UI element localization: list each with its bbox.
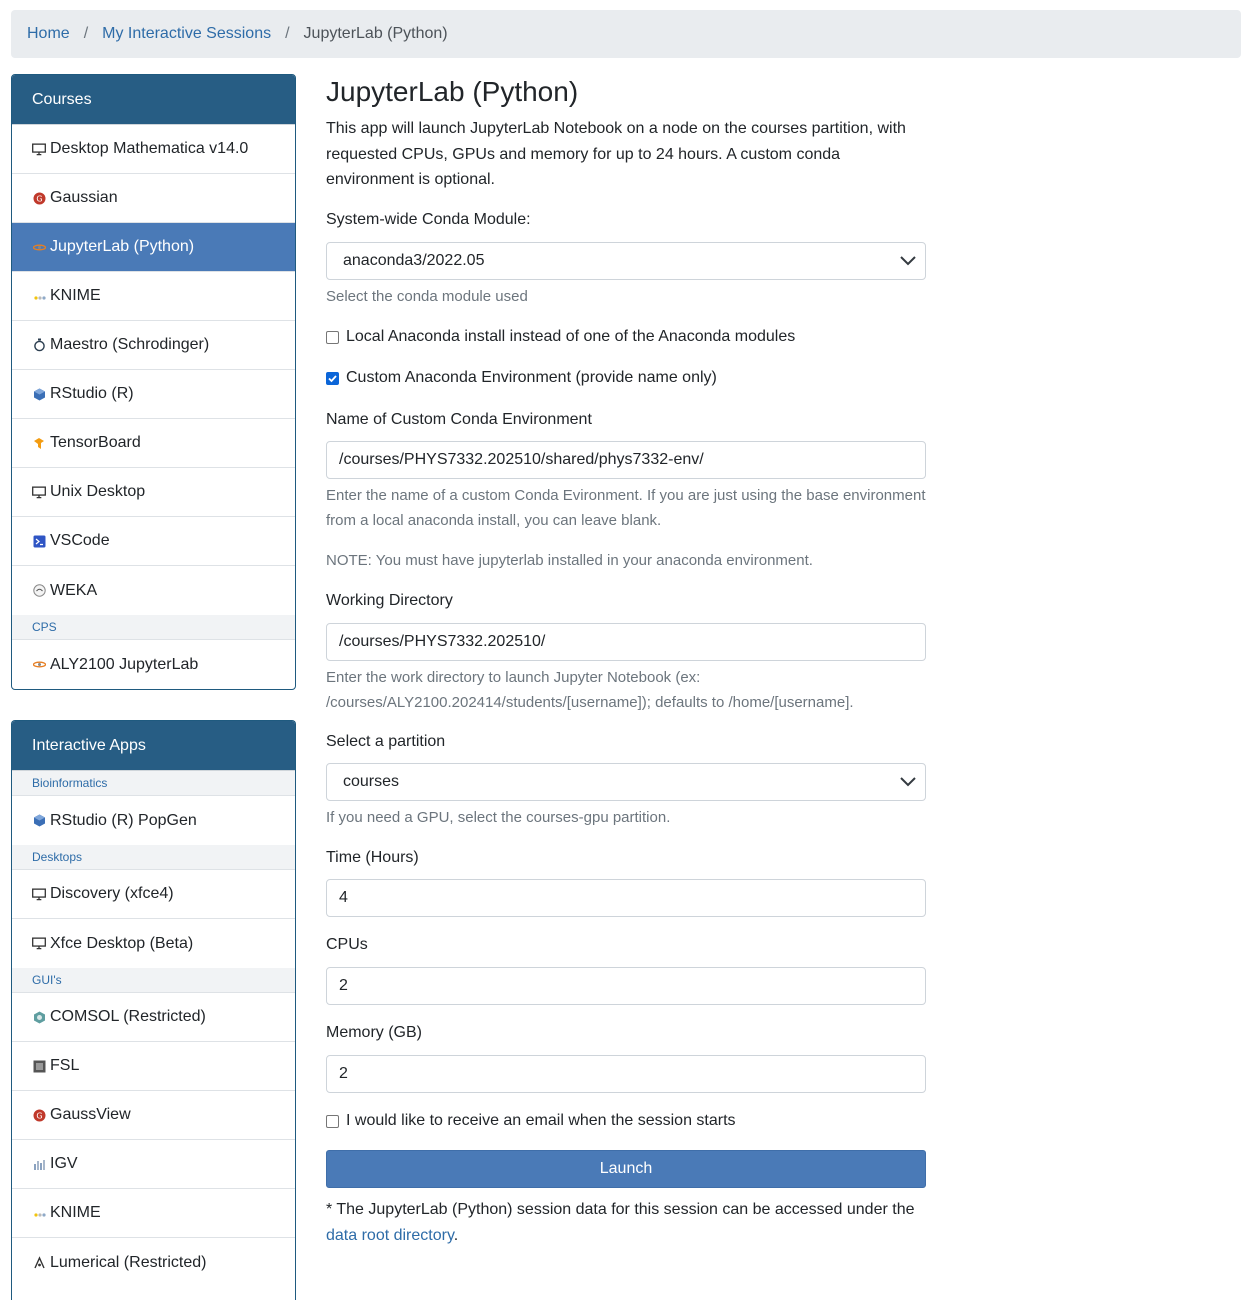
sidebar-item-label: Xfce Desktop (Beta): [50, 934, 194, 952]
sidebar-item-label: IGV: [50, 1155, 78, 1172]
tensorboard-icon: [32, 436, 46, 450]
gaussian-icon: [32, 191, 46, 205]
sidebar-item-rstudio-r[interactable]: [12, 370, 295, 419]
memory-input[interactable]: 2: [326, 1055, 926, 1093]
partition-help: If you need a GPU, select the courses-gpu partition.: [326, 809, 671, 826]
sidebar-item-gaussview[interactable]: [12, 1091, 295, 1140]
sidebar-item-label: KNIME: [50, 287, 101, 304]
sidebar-item-comsol-restricted[interactable]: [12, 993, 295, 1042]
local-anaconda-label: Local Anaconda install instead of one of the Anaconda modules: [346, 328, 796, 345]
knime-icon: [32, 1206, 46, 1220]
svg-text:G: G: [35, 1111, 43, 1120]
sidebar-item-fsl[interactable]: [12, 1042, 295, 1091]
jupyter-icon: [32, 658, 46, 672]
email-checkbox-row[interactable]: [326, 1112, 736, 1130]
app-description: This app will launch JupyterLab Notebook on a node on the courses partition, with requested CPUs, GPUs and memory for up to 24 hours. A custom conda environment is optional.: [326, 120, 906, 188]
sidebar-item-knime[interactable]: [12, 1189, 295, 1238]
local-anaconda-checkbox-row[interactable]: [326, 328, 795, 346]
igv-icon: [32, 1157, 46, 1171]
email-checkbox[interactable]: [326, 1115, 339, 1128]
sidebar-item-label: WEKA: [50, 581, 98, 599]
workdir-label: Working Directory: [326, 592, 453, 609]
env-name-label: Name of Custom Conda Environment: [326, 411, 592, 428]
sidebar-item-vscode[interactable]: [12, 517, 295, 566]
sidebar-item-label: Desktop Mathematica v14.0: [50, 140, 249, 157]
sidebar-item-tensorboard[interactable]: [12, 419, 295, 468]
monitor-icon: [32, 485, 46, 499]
footnote: [326, 1197, 926, 1249]
courses-panel-title: Courses: [12, 75, 295, 125]
sidebar-item-label: Lumerical (Restricted): [50, 1253, 207, 1271]
category-bioinformatics: Bioinformatics: [12, 771, 295, 796]
category-desktops: Desktops: [12, 845, 295, 870]
weka-icon: [32, 584, 46, 598]
rstudio-icon: [32, 814, 46, 828]
sidebar-item-label: RStudio (R): [50, 385, 134, 402]
category-cps: CPS: [12, 615, 295, 640]
vscode-icon: [32, 534, 46, 548]
monitor-icon: [32, 142, 46, 156]
form-header: [326, 74, 926, 193]
chevron-down-icon: [899, 254, 917, 273]
sidebar-item-label: KNIME: [50, 1204, 101, 1221]
check-icon: [327, 373, 338, 384]
jupyter-icon: [32, 240, 46, 254]
sidebar-item-label: JupyterLab (Python): [50, 238, 195, 255]
partition-label: Select a partition: [326, 733, 446, 750]
partition-value: courses: [343, 773, 400, 790]
sidebar-item-label: GaussView: [50, 1106, 131, 1123]
gaussian-icon: [32, 1108, 46, 1122]
conda-module-value: anaconda3/2022.05: [343, 252, 485, 269]
data-root-directory-link[interactable]: data root directory: [326, 1227, 454, 1244]
sidebar-item-gaussian[interactable]: [12, 174, 295, 223]
breadcrumb-sessions-link[interactable]: My Interactive Sessions: [102, 25, 272, 42]
lumerical-icon: [32, 1256, 46, 1270]
rstudio-icon: [32, 387, 46, 401]
conda-module-select[interactable]: [326, 242, 926, 280]
cpus-input[interactable]: 2: [326, 967, 926, 1005]
category-guis: GUI's: [12, 968, 295, 993]
breadcrumb: [11, 10, 1241, 58]
breadcrumb-current: JupyterLab (Python): [303, 25, 448, 42]
custom-env-checkbox[interactable]: [326, 372, 339, 385]
sidebar-item-label: FSL: [50, 1057, 80, 1074]
sidebar-item-label: ALY2100 JupyterLab: [50, 655, 199, 673]
page-title: JupyterLab (Python): [326, 76, 579, 107]
sidebar-item-label: Discovery (xfce4): [50, 885, 174, 902]
knime-icon: [32, 289, 46, 303]
sidebar-item-label: Gaussian: [50, 189, 118, 206]
conda-module-label: System-wide Conda Module:: [326, 211, 531, 228]
sidebar-item-maestro-schrodinger[interactable]: [12, 321, 295, 370]
time-input[interactable]: 4: [326, 879, 926, 917]
footnote-suffix: .: [453, 1227, 459, 1244]
sidebar-item-xfce-desktop-beta[interactable]: [12, 919, 295, 968]
sidebar-item-aly2100-jupyterlab[interactable]: [12, 640, 295, 689]
courses-panel: [11, 74, 296, 690]
sidebar-item-weka[interactable]: [12, 566, 295, 615]
memory-label: Memory (GB): [326, 1024, 422, 1041]
sidebar-item-discovery-xfce4[interactable]: [12, 870, 295, 919]
env-name-input[interactable]: /courses/PHYS7332.202510/shared/phys7332-env/: [326, 441, 926, 479]
sidebar-item-label: TensorBoard: [50, 434, 141, 451]
monitor-icon: [32, 887, 46, 901]
sidebar-item-label: Maestro (Schrodinger): [50, 336, 210, 353]
sidebar-item-label: Unix Desktop: [50, 483, 146, 500]
sidebar-item-lumerical-restricted[interactable]: [12, 1238, 295, 1287]
fsl-icon: [32, 1059, 46, 1073]
chevron-down-icon: [899, 775, 917, 794]
interactive-apps-panel-title: Interactive Apps: [12, 721, 295, 771]
maestro-icon: [32, 338, 46, 352]
workdir-input[interactable]: /courses/PHYS7332.202510/: [326, 623, 926, 661]
sidebar-item-jupyterlab-python[interactable]: [12, 223, 295, 272]
env-name-help: Enter the name of a custom Conda Evironment. If you are just using the base environment from a local anaconda install, you can leave blank.: [326, 487, 926, 529]
custom-env-label: Custom Anaconda Environment (provide name only): [346, 369, 717, 386]
cpus-label: CPUs: [326, 936, 368, 953]
interactive-apps-panel: [11, 720, 296, 1300]
time-label: Time (Hours): [326, 849, 419, 866]
breadcrumb-separator: /: [83, 25, 89, 42]
local-anaconda-checkbox[interactable]: [326, 331, 339, 344]
conda-module-help: Select the conda module used: [326, 288, 528, 305]
breadcrumb-separator: /: [285, 25, 290, 42]
footnote-text: * The JupyterLab (Python) session data for this session can be accessed under the: [326, 1201, 915, 1218]
sidebar-item-desktop-mathematica-v14-0[interactable]: [12, 125, 295, 174]
sidebar-item-label: VSCode: [50, 532, 110, 549]
partition-select[interactable]: [326, 763, 926, 801]
sidebar-item-rstudio-r-popgen[interactable]: [12, 796, 295, 845]
launch-button[interactable]: Launch: [326, 1150, 926, 1188]
email-label: I would like to receive an email when the session starts: [346, 1112, 736, 1129]
sidebar-item-unix-desktop[interactable]: [12, 468, 295, 517]
sidebar-item-label: RStudio (R) PopGen: [50, 811, 197, 829]
sidebar-item-label: COMSOL (Restricted): [50, 1008, 206, 1025]
custom-env-checkbox-row[interactable]: [326, 369, 717, 387]
sidebar-item-igv[interactable]: [12, 1140, 295, 1189]
sidebar-item-knime[interactable]: [12, 272, 295, 321]
workdir-help: Enter the work directory to launch Jupyter Notebook (ex: /courses/ALY2100.202414/students/[username]); defaults to /home/[username].: [326, 669, 854, 711]
svg-text:G: G: [35, 194, 43, 203]
env-note: NOTE: You must have jupyterlab installed in your anaconda environment.: [326, 552, 813, 569]
breadcrumb-home-link[interactable]: Home: [27, 25, 70, 42]
comsol-icon: [32, 1010, 46, 1024]
monitor-icon: [32, 937, 46, 951]
